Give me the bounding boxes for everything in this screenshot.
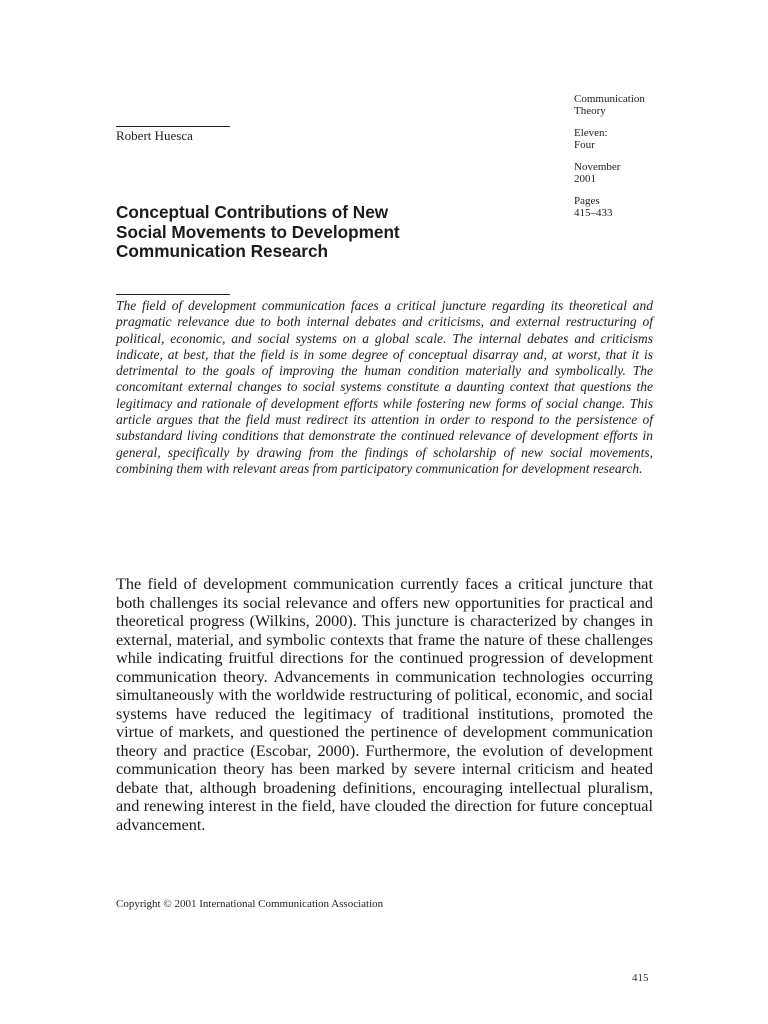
journal-name-line: Communication xyxy=(574,93,645,105)
author-divider xyxy=(116,126,230,127)
journal-pages xyxy=(574,196,694,219)
journal-name-line: Theory xyxy=(574,104,606,117)
abstract-text: The field of development communication faces a critical juncture regarding its theoretical and pragmatic relevance due to both internal debates and criticisms, and external restructuring of political, economic, and social systems on a global scale. The internal debates and criticisms indicate, at best, that the field is in some degree of conceptual disarray and, at worst, that it is detrimental to the goals of improving the human condition materially and symbolically. The concomitant external changes to social systems constitute a daunting context that questions the legitimacy and rationale of development efforts while fostering new forms of social change. This article argues that the field must redirect its attention in order to respond to the persistence of substandard living conditions that demonstrate the continued relevance of development efforts in general, specifically by drawing from the findings of scholarship of new social movements, combining them with relevant areas from participatory communication for development research. xyxy=(116,298,653,476)
body-paragraph: The field of development communication currently faces a critical juncture that both challenges its social relevance and offers new opportunities for practical and theoretical progress (Wilkins, 2000). This juncture is characterized by changes in external, material, and symbolic contexts that frame the nature of these challenges while indicating fruitful directions for the continued progression of development communication theory. Advancements in communication technologies occurring simultaneously with the worldwide restructuring of political, economic, and social systems have reduced the legitimacy of traditional institutions, promoted the virtue of markets, and questioned the pertinence of development communication theory and practice (Escobar, 2000). Furthermore, the evolution of development communication theory has been marked by severe internal criticism and heated debate that, although broadening definitions, encouraging intellectual pluralism, and renewing interest in the field, have clouded the direction for future conceptual advancement. xyxy=(116,575,653,834)
pages-label: Pages xyxy=(574,195,600,207)
journal-volume xyxy=(574,128,694,151)
volume-line: Eleven: xyxy=(574,127,608,139)
pages-range: 415–433 xyxy=(574,206,613,219)
title-line: Communication Research xyxy=(116,241,329,261)
issue-line: Four xyxy=(574,138,595,151)
copyright-notice: Copyright © 2001 International Communication Association xyxy=(116,898,384,910)
month-line: November xyxy=(574,161,621,173)
page-number: 415 xyxy=(632,972,649,984)
article-title xyxy=(116,203,496,262)
year-line: 2001 xyxy=(574,172,596,185)
journal-name xyxy=(574,94,694,117)
abstract-divider xyxy=(116,294,230,295)
journal-date xyxy=(574,162,694,185)
author-name: Robert Huesca xyxy=(116,128,193,143)
title-line: Conceptual Contributions of New xyxy=(116,202,389,222)
title-line: Social Movements to Development xyxy=(116,221,400,242)
